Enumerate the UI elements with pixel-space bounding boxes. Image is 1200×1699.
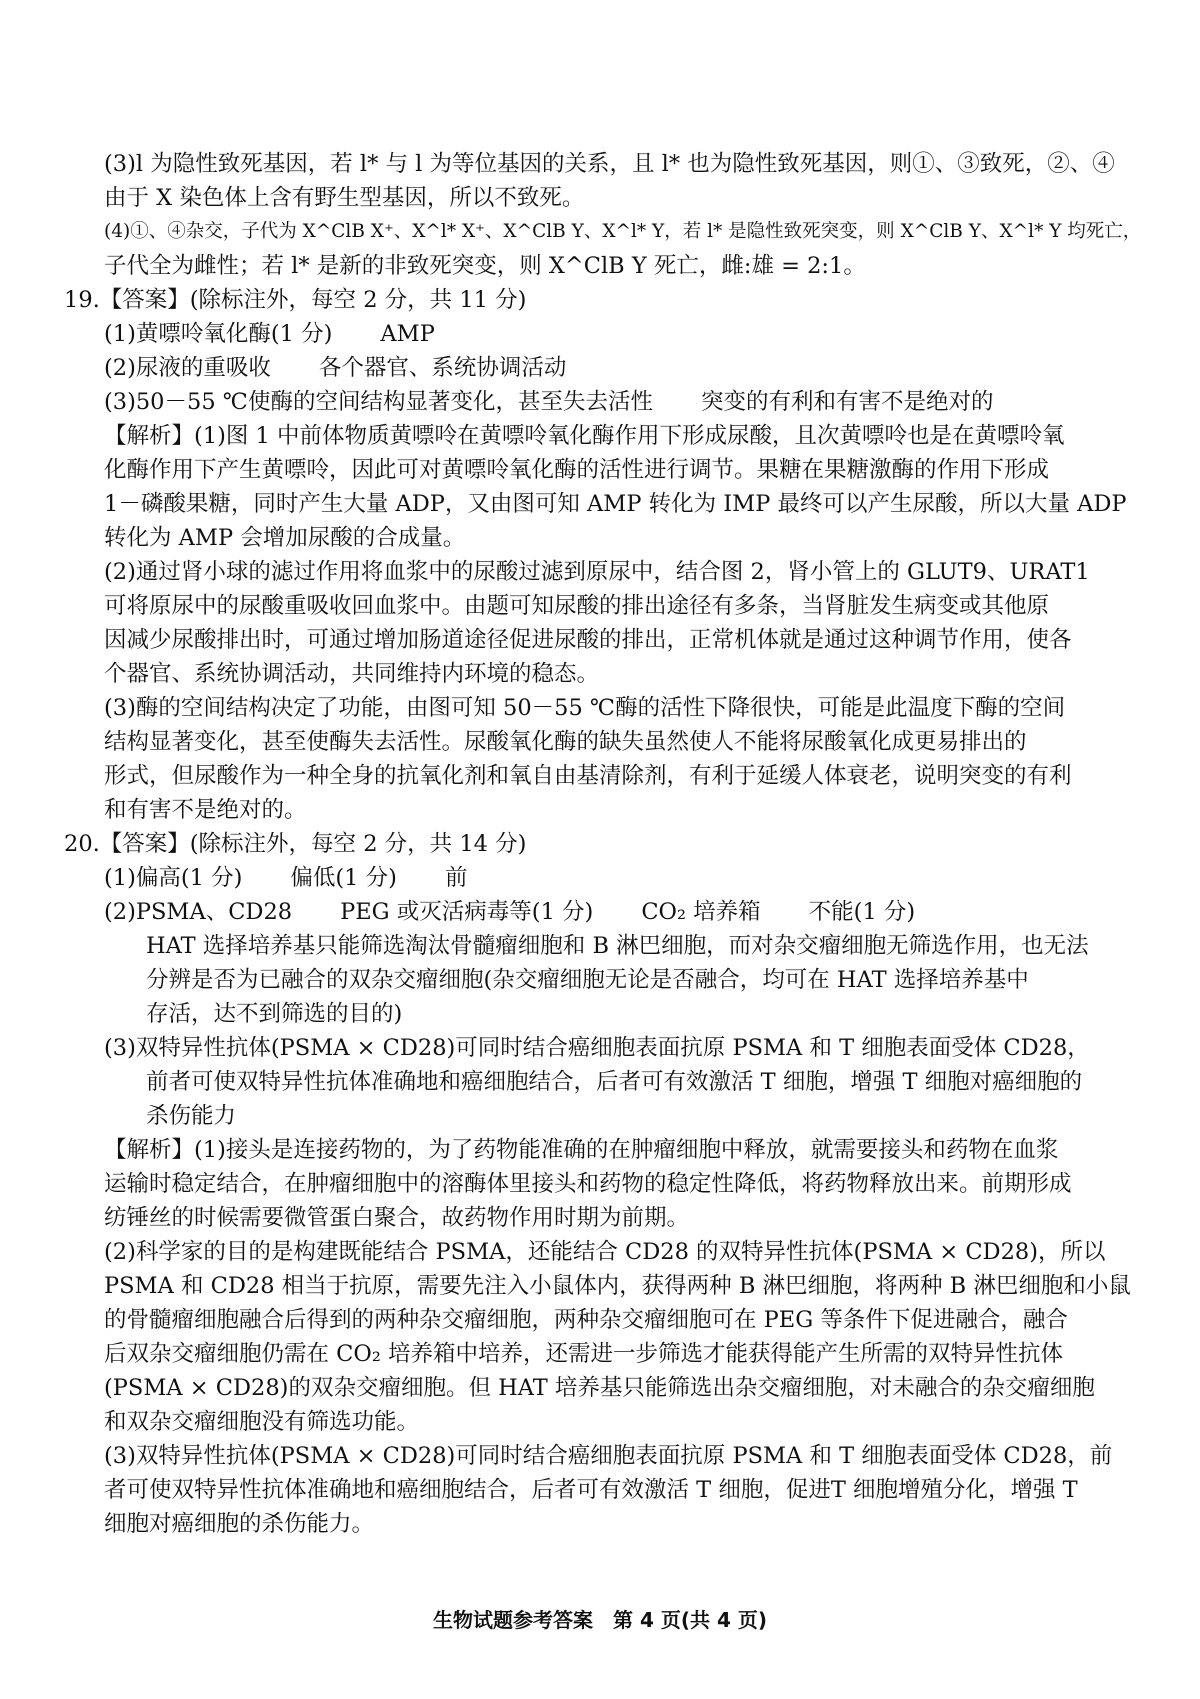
q20-analysis-line: (PSMA × CD28)的双杂交瘤细胞。但 HAT 培养基只能筛选出杂交瘤细胞，对未融合的杂交瘤细胞 [104, 1375, 1095, 1401]
q20-answer-2-reason: 分辨是否为已融合的双杂交瘤细胞(杂交瘤细胞无论是否融合，均可在 HAT 选择培养基中 [146, 967, 1029, 993]
q20-answer-3: 杀伤能力 [146, 1103, 237, 1129]
q19-analysis-line: 【解析】(1)图 1 中前体物质黄嘌呤在黄嘌呤氧化酶作用下形成尿酸，且次黄嘌呤也是在黄嘌呤氧 [104, 423, 1065, 449]
q19-analysis-line: 转化为 AMP 会增加尿酸的合成量。 [104, 525, 466, 551]
q20-answer-1c: 前 [444, 865, 468, 891]
q20-answer-2c: CO₂ 培养箱 [641, 899, 761, 925]
q20-analysis-line: 和双杂交瘤细胞没有筛选功能。 [104, 1409, 420, 1435]
q20-answer-2a: (2)PSMA、CD28 [104, 899, 293, 925]
q19-analysis-line: 形式，但尿酸作为一种全身的抗氧化剂和氧自由基清除剂，有利于延缓人体衰老，说明突变的有利 [104, 763, 1072, 789]
q20-analysis-line: 纺锤丝的时候需要微管蛋白聚合，故药物作用时期为前期。 [104, 1205, 690, 1231]
q19-analysis-line: 因减少尿酸排出时，可通过增加肠道途径促进尿酸的排出，正常机体就是通过这种调节作用，使各 [104, 627, 1072, 653]
q19-answer-3 [104, 386, 993, 418]
q20-analysis-line: (2)科学家的目的是构建既能结合 PSMA，还能结合 CD28 的双特异性抗体(PSMA × CD28)，所以 [104, 1239, 1106, 1265]
q19-answer-2b: 各个器官、系统协调活动 [318, 355, 567, 381]
q19-answer-3b: 突变的有利和有害不是绝对的 [700, 389, 994, 415]
q20-answer-2b: PEG 或灭活病毒等(1 分) [340, 899, 594, 925]
q19-answer-3a: (3)50－55 ℃使酶的空间结构显著变化，甚至失去活性 [104, 389, 653, 415]
q20-analysis-line: 运输时稳定结合，在肿瘤细胞中的溶酶体里接头和药物的稳定性降低，将药物释放出来。前期形成 [104, 1171, 1072, 1197]
q20-analysis-line: 的骨髓瘤细胞融合后得到的两种杂交瘤细胞，两种杂交瘤细胞可在 PEG 等条件下促进融合，融合 [104, 1307, 1068, 1333]
q18-explanation-line: 子代全为雌性；若 l* 是新的非致死突变，则 X^ClB Y 死亡，雌:雄 = 2:1。 [104, 253, 866, 279]
q20-answer-2-reason: HAT 选择培养基只能筛选淘汰骨髓瘤细胞和 B 淋巴细胞，而对杂交瘤细胞无筛选作用，也无法 [146, 933, 1089, 959]
q20-analysis-line: 后双杂交瘤细胞仍需在 CO₂ 培养箱中培养，还需进一步筛选才能获得能产生所需的双特异性抗体 [104, 1341, 1063, 1367]
q19-analysis-line: 和有害不是绝对的。 [104, 797, 307, 823]
q20-analysis-line: 者可使双特异性抗体准确地和癌细胞结合，后者可有效激活 T 细胞，促进T 细胞增殖分化，增强 T [104, 1477, 1078, 1503]
q19-analysis-line: (3)酶的空间结构决定了功能，由图可知 50－55 ℃酶的活性下降很快，可能是此温度下酶的空间 [104, 695, 1066, 721]
q20-heading: 20.【答案】(除标注外，每空 2 分，共 14 分) [64, 831, 527, 857]
q20-answer-3: 前者可使双特异性抗体准确地和癌细胞结合，后者可有效激活 T 细胞，增强 T 细胞对癌细胞的 [146, 1069, 1083, 1095]
q19-answer-1 [104, 318, 435, 350]
q19-analysis-line: 个器官、系统协调活动，共同维持内环境的稳态。 [104, 661, 600, 687]
q20-answer-2 [104, 896, 915, 928]
q20-analysis-line: 细胞对癌细胞的杀伤能力。 [104, 1511, 375, 1537]
q20-analysis-line: (3)双特异性抗体(PSMA × CD28)可同时结合癌细胞表面抗原 PSMA 和 T 细胞表面受体 CD28，前 [104, 1443, 1113, 1469]
q18-explanation-line: 由于 X 染色体上含有野生型基因，所以不致死。 [104, 185, 585, 211]
q20-analysis-line: PSMA 和 CD28 相当于抗原，需要先注入小鼠体内，获得两种 B 淋巴细胞，将两种 B 淋巴细胞和小鼠 [104, 1273, 1131, 1299]
q19-answer-1a: (1)黄嘌呤氧化酶(1 分) [104, 321, 333, 347]
q19-analysis-line: 可将原尿中的尿酸重吸收回血浆中。由题可知尿酸的排出途径有多条，当肾脏发生病变或其他原 [104, 593, 1050, 619]
q20-answer-2d: 不能(1 分) [808, 899, 916, 925]
q19-heading: 19.【答案】(除标注外，每空 2 分，共 11 分) [64, 287, 527, 313]
page-footer: 生物试题参考答案 第 4 页(共 4 页) [433, 1608, 767, 1632]
q20-answer-2-reason: 存活，达不到筛选的目的) [146, 1001, 403, 1027]
q20-answer-1 [104, 862, 467, 894]
q19-analysis-line: (2)通过肾小球的滤过作用将血浆中的尿酸过滤到原尿中，结合图 2，肾小管上的 GLUT9、URAT1 [104, 559, 1090, 585]
q19-analysis-line: 1－磷酸果糖，同时产生大量 ADP，又由图可知 AMP 转化为 IMP 最终可以产生尿酸，所以大量 ADP [104, 491, 1127, 517]
q20-answer-3: (3)双特异性抗体(PSMA × CD28)可同时结合癌细胞表面抗原 PSMA 和 T 细胞表面受体 CD28， [104, 1035, 1090, 1061]
q18-explanation-line: (4)①、④杂交，子代为 X^ClB X⁺、X^l* X⁺、X^ClB Y、X^l* Y，若 l* 是隐性致死突变，则 X^ClB Y、X^l* Y 均死亡， [104, 221, 1142, 242]
q20-answer-1a: (1)偏高(1 分) [104, 865, 243, 891]
q20-analysis-line: 【解析】(1)接头是连接药物的，为了药物能准确的在肿瘤细胞中释放，就需要接头和药物在血浆 [104, 1137, 1059, 1163]
q19-analysis-line: 结构显著变化，甚至使酶失去活性。尿酸氧化酶的缺失虽然使人不能将尿酸氧化成更易排出的 [104, 729, 1027, 755]
q20-answer-1b: 偏低(1 分) [290, 865, 397, 891]
q19-answer-1b: AMP [380, 321, 435, 347]
q19-answer-2 [104, 352, 566, 384]
q18-explanation-line: (3)l 为隐性致死基因，若 l* 与 l 为等位基因的关系，且 l* 也为隐性致死基因，则①、③致死，②、④ [104, 151, 1115, 177]
q19-answer-2a: (2)尿液的重吸收 [104, 355, 271, 381]
q19-analysis-line: 化酶作用下产生黄嘌呤，因此可对黄嘌呤氧化酶的活性进行调节。果糖在果糖激酶的作用下形成 [104, 457, 1050, 483]
